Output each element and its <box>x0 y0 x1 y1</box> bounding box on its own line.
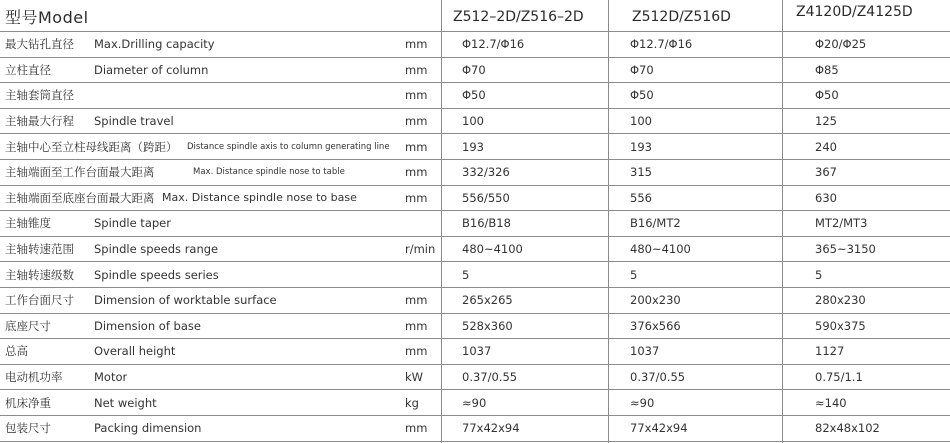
spec-unit: r/min <box>405 242 436 257</box>
spec-label-en: Overall height <box>94 344 176 359</box>
spec-row <box>0 83 950 109</box>
spec-value-model-3: 82x48x102 <box>815 421 880 436</box>
spec-row <box>0 288 950 314</box>
spec-value-model-2: 200x230 <box>630 293 681 308</box>
spec-value-model-2: 556 <box>630 190 652 205</box>
spec-row <box>0 339 950 365</box>
spec-value-model-3: 630 <box>815 190 837 205</box>
spec-value-model-3: ≈140 <box>815 395 847 410</box>
spec-row <box>0 365 950 391</box>
spec-unit <box>405 211 439 236</box>
spec-unit: mm <box>405 88 428 103</box>
spec-row <box>0 390 950 416</box>
spec-row <box>0 237 950 263</box>
spec-value-model-3: 240 <box>815 139 837 154</box>
spec-value-model-3: 0.75/1.1 <box>815 370 863 385</box>
spec-label-en: Diameter of column <box>94 62 209 77</box>
spec-value-model-2: 1037 <box>630 344 660 359</box>
spec-unit: mm <box>405 114 428 129</box>
spec-label-en: Spindle speeds range <box>94 242 219 257</box>
spec-value-model-2: 77x42x94 <box>630 421 688 436</box>
spec-label-en: Max. Distance spindle nose to table <box>193 167 345 178</box>
spec-value-model-3: 280x230 <box>815 293 866 308</box>
model-name-2: Z512D/Z516D <box>632 9 731 25</box>
spec-unit: mm <box>405 293 428 308</box>
spec-label-en: Net weight <box>94 395 157 410</box>
spec-label-cn: 主轴中心至立柱母线距离（跨距） <box>5 139 178 154</box>
spec-value-model-2: 193 <box>630 139 652 154</box>
spec-unit: kW <box>405 370 424 385</box>
spec-value-model-2: ≈90 <box>630 395 655 410</box>
spec-value-model-3: Φ20/Φ25 <box>815 37 867 52</box>
spec-row <box>0 186 950 212</box>
spec-label-cn: 包装尺寸 <box>5 421 51 436</box>
column-divider <box>441 0 442 443</box>
spec-value-model-1: 556/550 <box>462 190 510 205</box>
spec-row <box>0 134 950 160</box>
spec-label-en: Dimension of base <box>94 318 201 333</box>
spec-label-cn: 主轴套筒直径 <box>5 88 74 103</box>
spec-row <box>0 109 950 135</box>
model-name-1: Z512–2D/Z516–2D <box>453 9 584 25</box>
spec-unit: kg <box>405 395 419 410</box>
column-divider <box>782 0 783 443</box>
spec-row <box>0 314 950 340</box>
model-name-3: Z4120D/Z4125D <box>796 4 913 20</box>
spec-label-en: Spindle travel <box>94 114 174 129</box>
spec-value-model-1: 193 <box>462 139 484 154</box>
spec-label-cn: 工作台面尺寸 <box>5 293 74 308</box>
spec-label-cn: 主轴转速范围 <box>5 242 74 257</box>
spec-unit: mm <box>405 344 428 359</box>
spec-value-model-1: 1037 <box>462 344 492 359</box>
spec-unit: mm <box>405 190 428 205</box>
spec-unit <box>405 262 439 287</box>
column-divider <box>608 0 609 443</box>
spec-label-en: Packing dimension <box>94 421 202 436</box>
spec-label-cn: 总高 <box>5 344 28 359</box>
spec-value-model-1: 77x42x94 <box>462 421 520 436</box>
spec-value-model-3: 125 <box>815 114 837 129</box>
spec-value-model-3: 5 <box>815 267 823 282</box>
spec-value-model-3: 365~3150 <box>815 242 876 257</box>
spec-value-model-1: B16/B18 <box>462 216 511 231</box>
spec-value-model-2: Φ70 <box>630 62 654 77</box>
spec-unit: mm <box>405 62 428 77</box>
header-row <box>0 0 950 32</box>
spec-label-cn: 主轴锥度 <box>5 216 51 231</box>
spec-unit: mm <box>405 139 428 154</box>
spec-label-cn: 主轴转速级数 <box>5 267 74 282</box>
spec-value-model-1: 5 <box>462 267 470 282</box>
spec-value-model-1: 100 <box>462 114 484 129</box>
spec-value-model-1: Φ12.7/Φ16 <box>462 37 525 52</box>
spec-value-model-1: 528x360 <box>462 318 513 333</box>
spec-value-model-2: 376x566 <box>630 318 681 333</box>
spec-value-model-2: 315 <box>630 165 652 180</box>
spec-value-model-3: 367 <box>815 165 837 180</box>
spec-value-model-2: 480~4100 <box>630 242 691 257</box>
spec-label-en: Distance spindle axis to column generating line <box>187 141 390 152</box>
spec-row <box>0 58 950 84</box>
spec-value-model-1: ≈90 <box>462 395 487 410</box>
spec-label-cn: 最大钻孔直径 <box>5 37 74 52</box>
spec-unit: mm <box>405 318 428 333</box>
spec-value-model-2: 0.37/0.55 <box>630 370 686 385</box>
spec-label-en: Max.Drilling capacity <box>94 37 215 52</box>
spec-value-model-3: 1127 <box>815 344 845 359</box>
spec-value-model-3: 590x375 <box>815 318 866 333</box>
spec-value-model-2: Φ12.7/Φ16 <box>630 37 693 52</box>
spec-value-model-2: Φ50 <box>630 88 654 103</box>
spec-label-cn: 立柱直径 <box>5 62 51 77</box>
model-title: 型号Model <box>5 8 89 27</box>
spec-row <box>0 211 950 237</box>
spec-value-model-1: 0.37/0.55 <box>462 370 518 385</box>
spec-label-cn: 电动机功率 <box>5 370 63 385</box>
spec-label-en: Spindle taper <box>94 216 171 231</box>
spec-label-cn: 底座尺寸 <box>5 318 51 333</box>
spec-value-model-2: 100 <box>630 114 652 129</box>
spec-value-model-3: Φ85 <box>815 62 839 77</box>
spec-row <box>0 32 950 58</box>
spec-value-model-1: 265x265 <box>462 293 513 308</box>
spec-unit: mm <box>405 165 428 180</box>
spec-label-en: Spindle speeds series <box>94 267 219 282</box>
spec-label-cn: 主轴最大行程 <box>5 114 74 129</box>
spec-label-en: Dimension of worktable surface <box>94 293 277 308</box>
spec-value-model-1: 332/326 <box>462 165 510 180</box>
spec-value-model-3: Φ50 <box>815 88 839 103</box>
spec-value-model-1: Φ50 <box>462 88 486 103</box>
spec-value-model-1: 480~4100 <box>462 242 523 257</box>
spec-unit: mm <box>405 421 428 436</box>
spec-row <box>0 160 950 186</box>
spec-unit: mm <box>405 37 428 52</box>
spec-label-en: Motor <box>94 370 128 385</box>
spec-row <box>0 416 950 442</box>
spec-label-cn: 主轴端面至底座台面最大距离 <box>5 190 155 205</box>
spec-value-model-1: Φ70 <box>462 62 486 77</box>
spec-value-model-3: MT2/MT3 <box>815 216 868 231</box>
spec-row <box>0 262 950 288</box>
spec-label-cn: 主轴端面至工作台面最大距离 <box>5 165 155 180</box>
spec-value-model-2: B16/MT2 <box>630 216 681 231</box>
spec-value-model-2: 5 <box>630 267 638 282</box>
spec-label-cn: 机床净重 <box>5 395 51 410</box>
spec-label-en: Max. Distance spindle nose to base <box>162 191 357 205</box>
